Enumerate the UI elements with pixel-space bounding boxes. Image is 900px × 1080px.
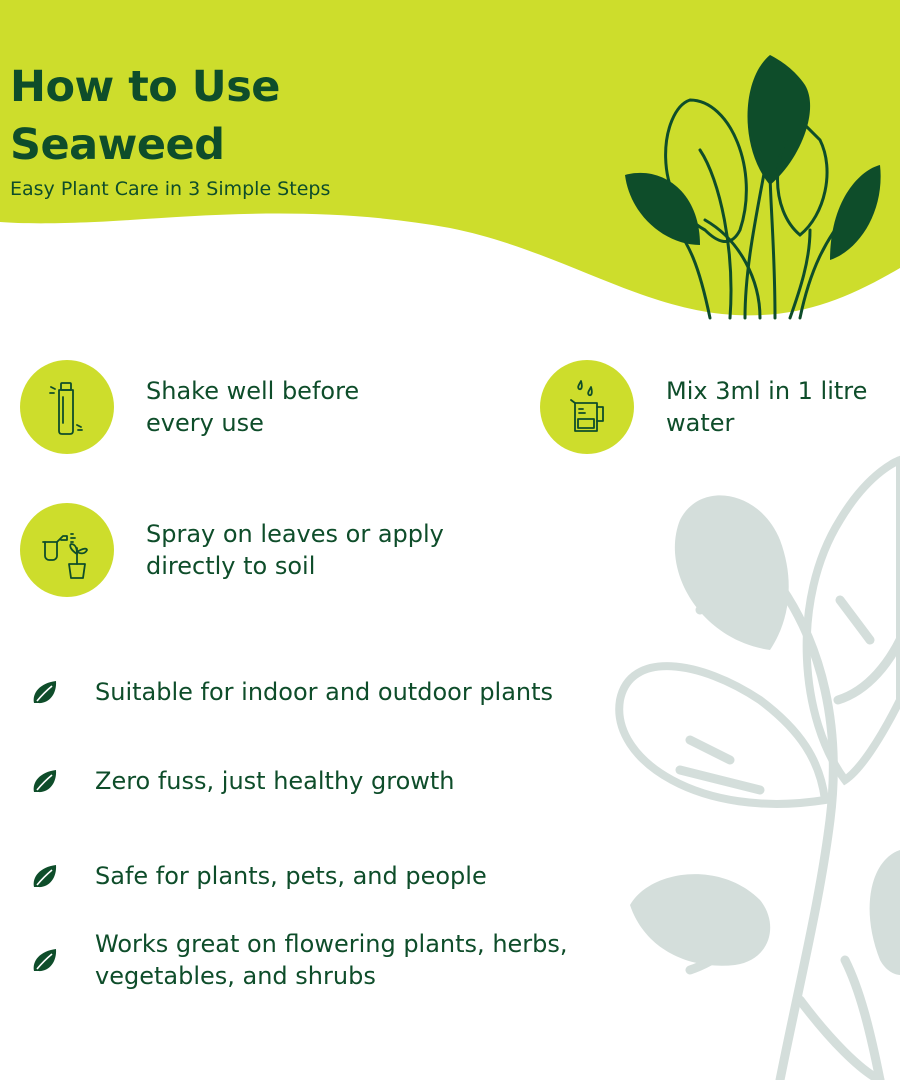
page-title: How to Use Seaweed — [10, 62, 280, 170]
step-text: Shake well before every use — [146, 377, 360, 437]
benefit-text: Safe for plants, pets, and people — [95, 862, 487, 890]
benefit-text: Works great on flowering plants, herbs, vegetables, and shrubs — [95, 930, 568, 990]
step-shake — [20, 360, 359, 454]
benefit-item — [30, 676, 553, 708]
page-subtitle: Easy Plant Care in 3 Simple Steps — [10, 178, 331, 200]
step-mix — [540, 360, 867, 454]
leaf-icon — [30, 677, 60, 707]
leaf-icon — [30, 945, 60, 975]
benefit-text: Suitable for indoor and outdoor plants — [95, 678, 554, 706]
benefit-item — [30, 765, 455, 797]
benefit-item — [30, 928, 568, 992]
spray-plant-icon — [20, 503, 114, 597]
bottle-shake-icon — [20, 360, 114, 454]
benefit-text: Zero fuss, just healthy growth — [95, 767, 455, 795]
decor-leaf-bottom — [630, 874, 770, 966]
measuring-jug-icon — [540, 360, 634, 454]
step-text: Spray on leaves or apply directly to soil — [146, 520, 444, 580]
benefit-item — [30, 860, 487, 892]
step-text: Mix 3ml in 1 litre water — [666, 377, 868, 437]
decor-leaf-edge — [870, 850, 900, 975]
leaf-icon — [30, 766, 60, 796]
leaf-icon — [30, 861, 60, 891]
step-spray — [20, 503, 444, 597]
